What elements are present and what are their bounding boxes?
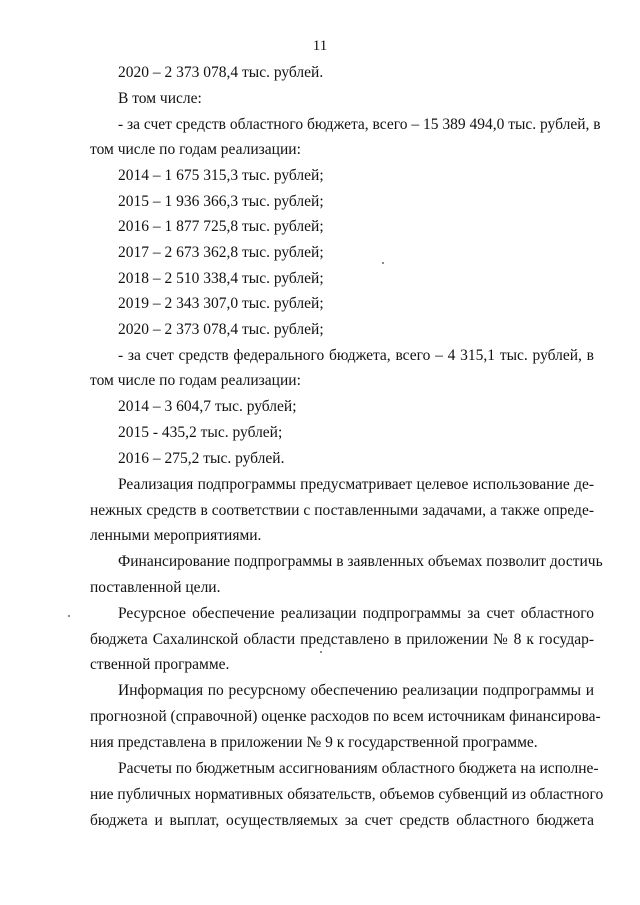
text-line: том числе по годам реализации: (90, 372, 301, 389)
text-line: 2015 – 1 936 366,3 тыс. рублей; (118, 193, 324, 210)
text-line: 2014 – 1 675 315,3 тыс. рублей; (118, 167, 324, 184)
text-line: 2016 – 1 877 725,8 тыс. рублей; (118, 218, 324, 235)
text-line: Информация по ресурсному обеспечению реализации подпрограммы и (118, 682, 594, 699)
text-line: 2016 – 275,2 тыс. рублей. (118, 450, 285, 467)
text-line: том числе по годам реализации: (90, 141, 301, 158)
text-line: ния представлена в приложении № 9 к государственной программе. (90, 734, 538, 751)
text-line: бюджета и выплат, осуществляемых за счет средств областного бюджета (90, 812, 594, 829)
scan-speck (320, 651, 322, 653)
text-line: ственной программе. (90, 656, 230, 673)
text-line: Финансирование подпрограммы в заявленных объемах позволит достичь (118, 553, 603, 570)
text-line: поставленной цели. (90, 579, 221, 596)
text-line: нежных средств в соответствии с поставленными задачами, а также опреде- (90, 502, 594, 519)
text-line: 2019 – 2 343 307,0 тыс. рублей; (118, 295, 324, 312)
text-line: Расчеты по бюджетным ассигнованиям областного бюджета на исполне- (118, 760, 599, 777)
text-line: Реализация подпрограммы предусматривает целевое использование де- (118, 476, 594, 493)
scan-speck (382, 262, 384, 264)
text-line: 2017 – 2 673 362,8 тыс. рублей; (118, 244, 324, 261)
text-line: Ресурсное обеспечение реализации подпрограммы за счет областного (118, 605, 594, 622)
text-line: 2020 – 2 373 078,4 тыс. рублей; (118, 321, 324, 338)
text-line: 2018 – 2 510 338,4 тыс. рублей; (118, 270, 324, 287)
text-line: - за счет средств областного бюджета, всего – 15 389 494,0 тыс. рублей, в (118, 116, 601, 133)
text-line: 2015 - 435,2 тыс. рублей; (118, 424, 283, 441)
scan-speck (68, 615, 70, 617)
text-line: В том числе: (118, 90, 202, 107)
text-line: ние публичных нормативных обязательств, объемов субвенций из областного (90, 786, 604, 803)
text-line: прогнозной (справочной) оценке расходов по всем источникам финансирова- (90, 708, 601, 725)
text-line: - за счет средств федерального бюджета, всего – 4 315,1 тыс. рублей, в (118, 347, 594, 364)
text-line: бюджета Сахалинской области представлено в приложении № 8 к государ- (90, 631, 594, 648)
text-line: 2020 – 2 373 078,4 тыс. рублей. (118, 64, 324, 81)
page-number: 11 (312, 38, 328, 54)
text-line: ленными мероприятиями. (90, 527, 262, 544)
text-line: 2014 – 3 604,7 тыс. рублей; (118, 398, 297, 415)
